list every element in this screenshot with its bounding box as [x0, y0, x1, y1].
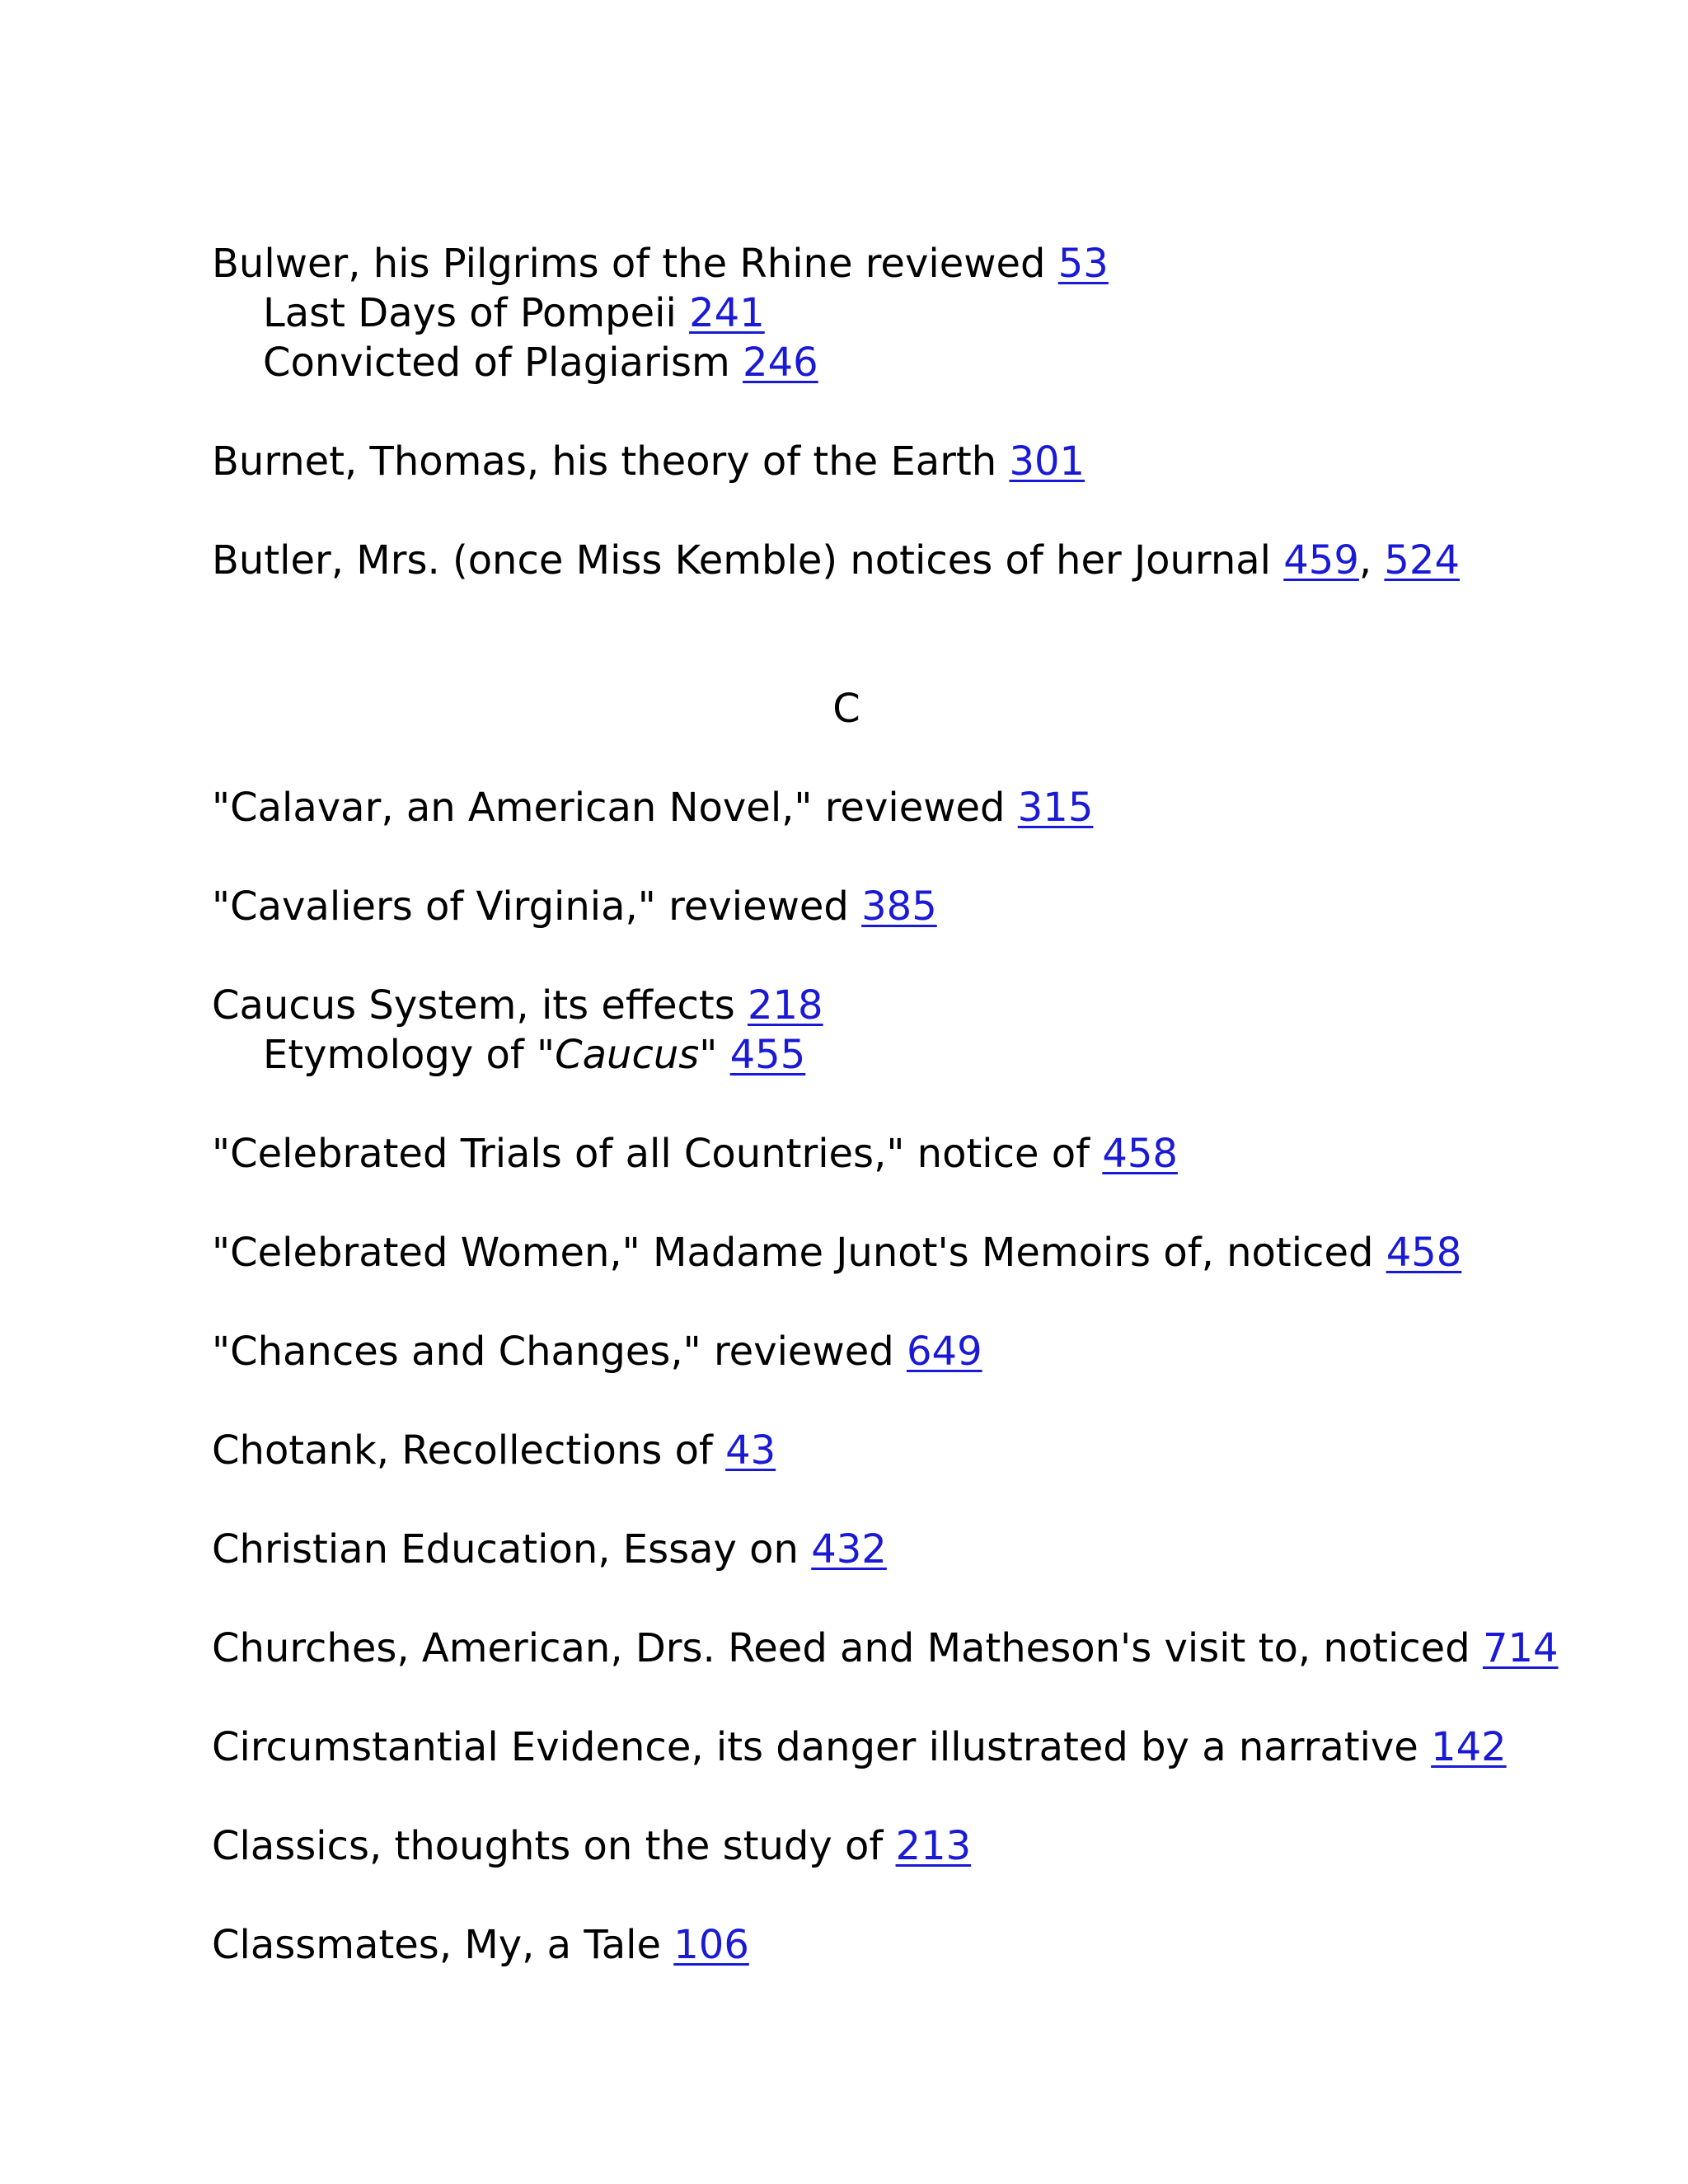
entry-line	[212, 1624, 1629, 1673]
sub-entry-italic: Caucus	[555, 1032, 700, 1078]
sub-entry-line	[212, 338, 1629, 387]
page-link[interactable]: 246	[743, 340, 818, 386]
entry-text: Classmates, My, a Tale	[212, 1922, 674, 1968]
page-link[interactable]: 301	[1009, 438, 1085, 485]
page-link[interactable]: 459	[1283, 537, 1359, 583]
entry-text: Classics, thoughts on the study of	[212, 1823, 896, 1869]
page-link[interactable]: 213	[895, 1823, 972, 1869]
entry-line	[212, 783, 1629, 832]
page-separator: ,	[1358, 537, 1385, 583]
entry-line	[212, 536, 1629, 585]
entry-text: Christian Education, Essay on	[212, 1526, 812, 1572]
page-link[interactable]: 385	[861, 883, 937, 930]
entry-text: Burnet, Thomas, his theory of the Earth	[212, 438, 1010, 485]
entry-text: "Calavar, an American Novel," reviewed	[212, 785, 1018, 831]
index-entry-classics	[212, 1821, 1629, 1871]
index-entry-calavar	[212, 783, 1629, 832]
entry-line	[212, 1129, 1629, 1179]
entry-line	[212, 1821, 1629, 1871]
page-link[interactable]: 241	[689, 290, 765, 336]
page-link[interactable]: 43	[725, 1427, 776, 1474]
sub-entry-text: "	[699, 1032, 730, 1078]
entry-text: Chotank, Recollections of	[212, 1427, 726, 1474]
page-link[interactable]: 218	[747, 982, 823, 1029]
entry-line	[212, 1920, 1629, 1970]
page-link[interactable]: 524	[1384, 537, 1461, 583]
index-entry-churches	[212, 1624, 1629, 1673]
index-entry-classmates	[212, 1920, 1629, 1970]
index-entry-christian-education	[212, 1525, 1629, 1574]
sub-entry-text: Convicted of Plagiarism	[263, 340, 743, 386]
page-link[interactable]: 432	[811, 1526, 887, 1572]
page-link[interactable]: 458	[1102, 1131, 1178, 1177]
entry-line	[212, 1228, 1629, 1277]
entry-text: Caucus System, its effects	[212, 982, 748, 1029]
page-link[interactable]: 714	[1482, 1625, 1559, 1671]
index-entry-burnet	[212, 437, 1629, 486]
page-link[interactable]: 458	[1386, 1230, 1462, 1276]
entry-text: "Cavaliers of Virginia," reviewed	[212, 883, 862, 930]
entry-line	[212, 239, 1629, 288]
index-entry-celebrated-women	[212, 1228, 1629, 1277]
index-page	[212, 239, 1629, 2019]
entry-text: Churches, American, Drs. Reed and Matheson's visit to, noticed	[212, 1625, 1483, 1671]
entry-line	[212, 1722, 1629, 1772]
entry-text: Circumstantial Evidence, its danger illustrated by a narrative	[212, 1724, 1432, 1770]
sub-entry-text: Etymology of "	[263, 1032, 556, 1078]
index-entry-circumstantial	[212, 1722, 1629, 1772]
page-link[interactable]: 106	[673, 1922, 749, 1968]
entry-line	[212, 882, 1629, 931]
page-link[interactable]: 53	[1057, 241, 1109, 287]
sub-entry-line	[212, 1030, 1629, 1080]
entry-line	[212, 1327, 1629, 1376]
page-link[interactable]: 455	[729, 1032, 806, 1078]
page-link[interactable]: 649	[906, 1329, 982, 1375]
index-entry-bulwer	[212, 239, 1629, 387]
page-link[interactable]: 142	[1431, 1724, 1507, 1770]
page-link[interactable]: 315	[1017, 785, 1094, 831]
entry-line	[212, 1426, 1629, 1475]
index-entry-caucus	[212, 981, 1629, 1080]
entry-text: "Celebrated Women," Madame Junot's Memoirs of, noticed	[212, 1230, 1386, 1276]
entry-text: Bulwer, his Pilgrims of the Rhine reviewed	[212, 241, 1058, 287]
sub-entry-line	[212, 288, 1629, 338]
index-entry-celebrated-trials	[212, 1129, 1629, 1179]
sub-entry-text: Last Days of Pompeii	[263, 290, 690, 336]
entry-line	[212, 981, 1629, 1030]
index-entry-chances	[212, 1327, 1629, 1376]
section-heading-letter: C	[832, 686, 860, 732]
entry-line	[212, 437, 1629, 486]
entry-text: "Celebrated Trials of all Countries," notice of	[212, 1131, 1103, 1177]
index-entry-chotank	[212, 1426, 1629, 1475]
entry-text: Butler, Mrs. (once Miss Kemble) notices of her Journal	[212, 537, 1284, 583]
index-entry-butler	[212, 536, 1629, 585]
entry-text: "Chances and Changes," reviewed	[212, 1329, 907, 1375]
entry-line	[212, 1525, 1629, 1574]
index-entry-cavaliers	[212, 882, 1629, 931]
